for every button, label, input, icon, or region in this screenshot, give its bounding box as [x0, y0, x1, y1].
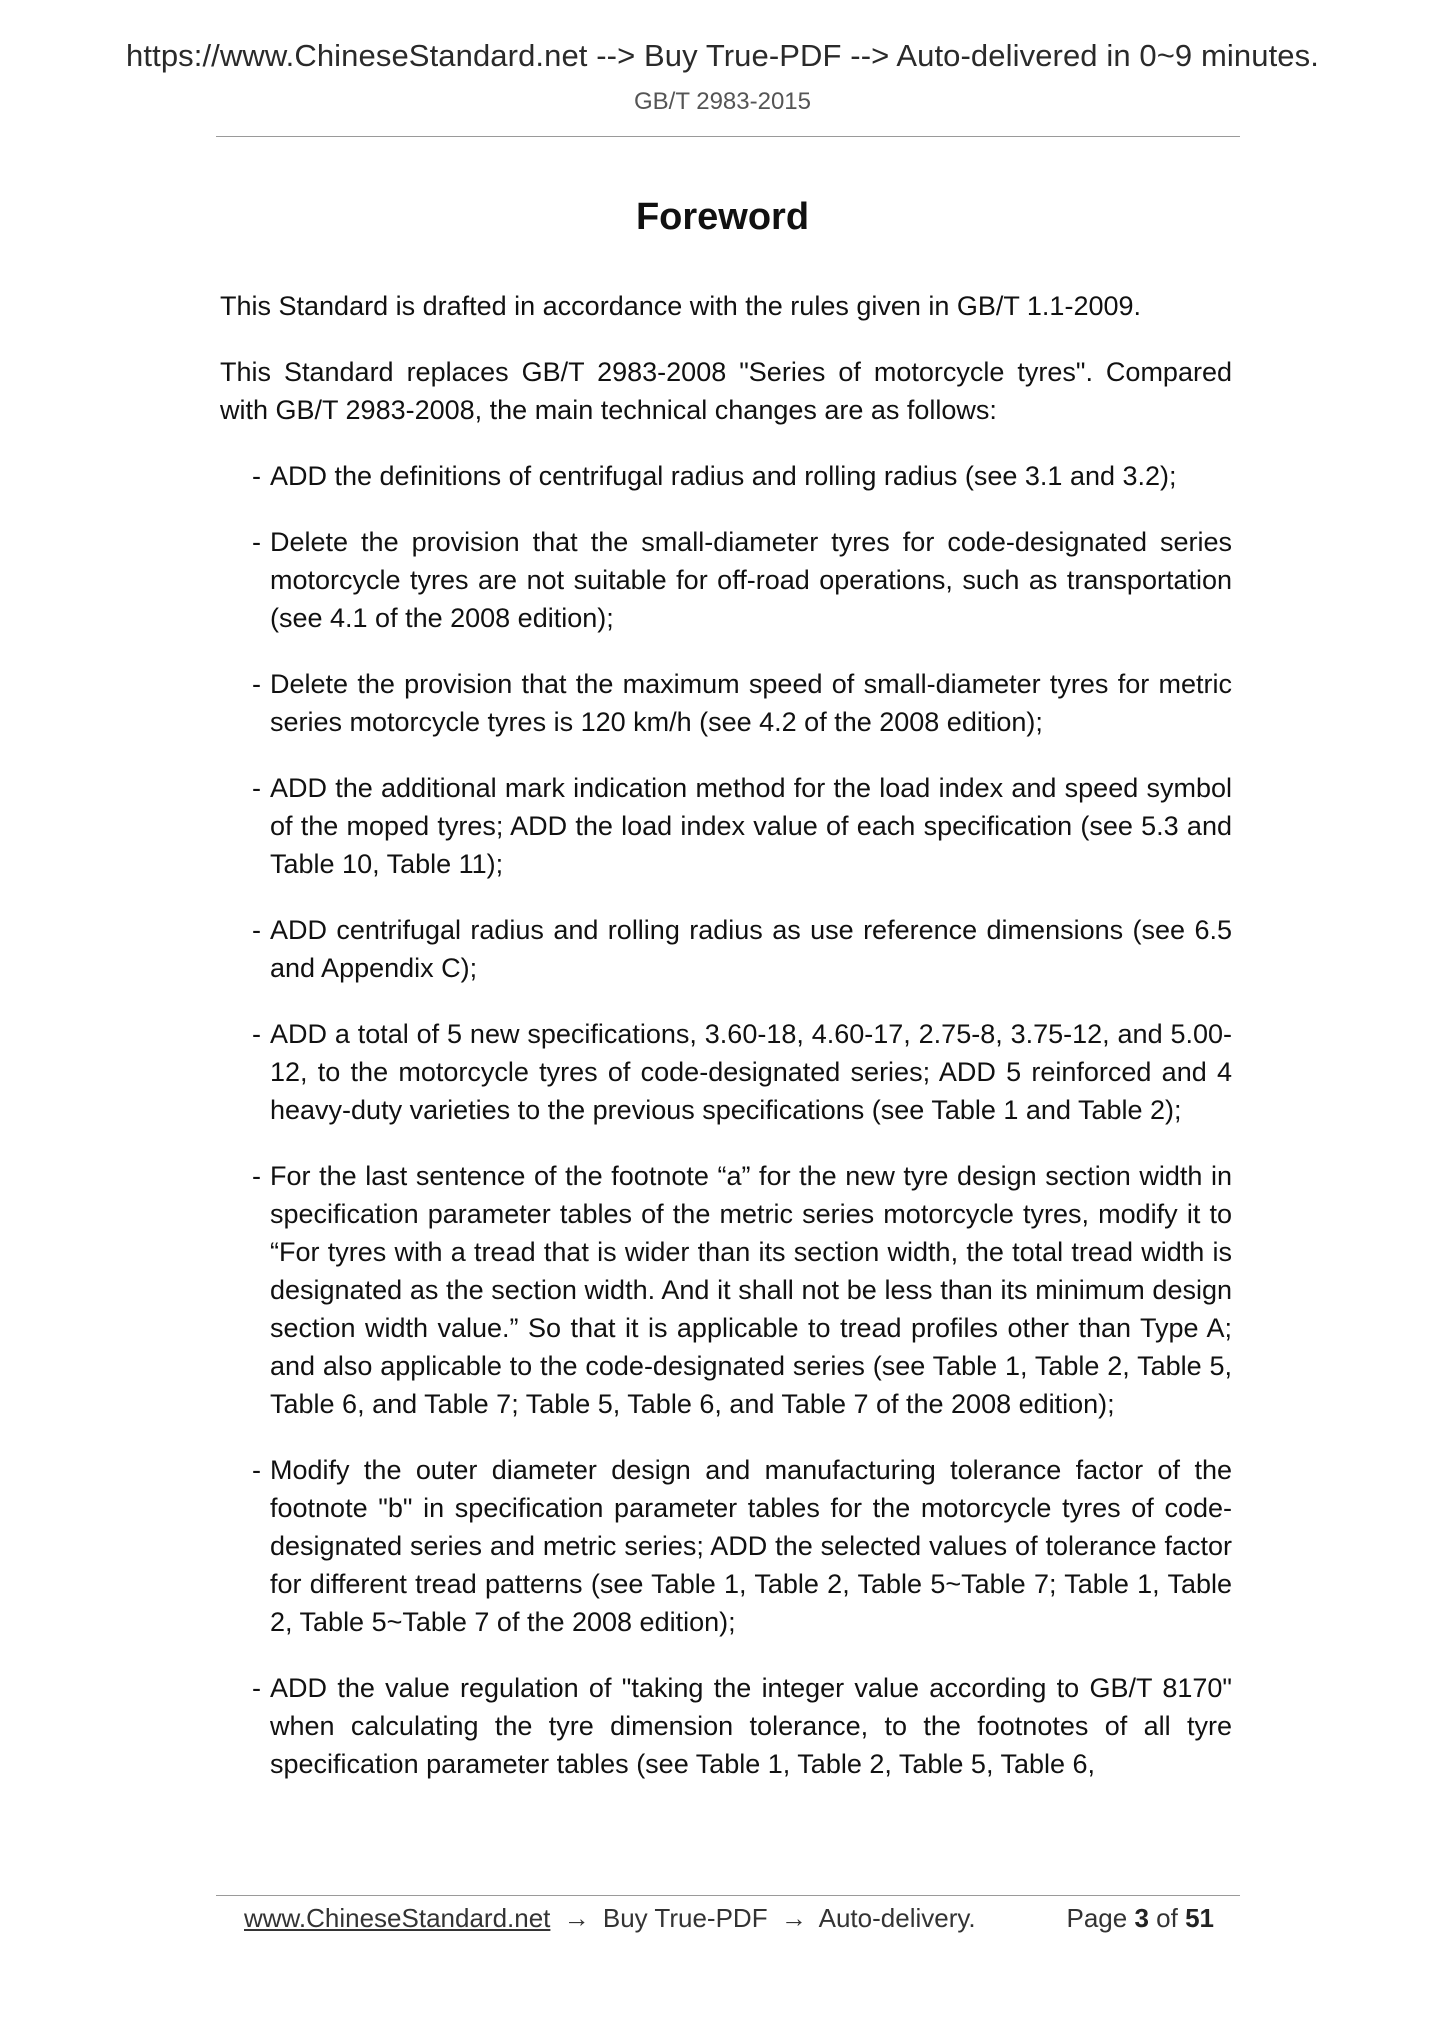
- change-text: Modify the outer diameter design and manufacturing tolerance factor of the footnote "b" in specification parameter tables for the motorcycle tyres of code-designated series and metric series; ADD the selected values of tolerance factor for different tread patterns (see Table 1, Table 2, Table 5~Table 7; Table 1, Table 2, Table 5~Table 7 of the 2008 edition);: [270, 1455, 1232, 1637]
- page-number: [1066, 1898, 1214, 1938]
- dash-bullet: -: [252, 1161, 261, 1191]
- change-item: [252, 457, 1232, 495]
- page-footer: [244, 1898, 1214, 1938]
- page-title: Foreword: [635, 196, 810, 238]
- page-total: 51: [1185, 1903, 1214, 1933]
- header-divider: [216, 136, 1240, 137]
- change-text: ADD centrifugal radius and rolling radius as use reference dimensions (see 6.5 and Appendix C);: [270, 915, 1232, 983]
- change-text: ADD a total of 5 new specifications, 3.60-18, 4.60-17, 2.75-8, 3.75-12, and 5.00-12, to the motorcycle tyres of code-designated series; ADD 5 reinforced and 4 heavy-duty varieties to the previous specifications (see Table 1 and Table 2);: [270, 1019, 1232, 1125]
- change-text: Delete the provision that the maximum speed of small-diameter tyres for metric series motorcycle tyres is 120 km/h (see 4.2 of the 2008 edition);: [270, 669, 1232, 737]
- replacement-statement: This Standard replaces GB/T 2983-2008 "Series of motorcycle tyres". Compared with GB/T 2983-2008, the main technical changes are as follows:: [220, 357, 1232, 425]
- dash-bullet: -: [252, 527, 261, 557]
- dash-bullet: -: [252, 1673, 261, 1703]
- change-text: ADD the value regulation of "taking the integer value according to GB/T 8170" when calculating the tyre dimension tolerance, to the footnotes of all tyre specification parameter tables (see Table 1, Table 2, Table 5, Table 6,: [270, 1673, 1232, 1779]
- page-current: 3: [1134, 1903, 1149, 1933]
- dash-bullet: -: [252, 1455, 261, 1485]
- footer-buy-text: Buy True-PDF: [602, 1903, 768, 1933]
- change-item: [252, 665, 1232, 741]
- change-text: ADD the definitions of centrifugal radius and rolling radius (see 3.1 and 3.2);: [270, 461, 1177, 491]
- source-banner: https://www.ChineseStandard.net --> Buy True-PDF --> Auto-delivered in 0~9 minutes.: [126, 38, 1319, 73]
- change-item: [252, 523, 1232, 637]
- change-text: ADD the additional mark indication method for the load index and speed symbol of the moped tyres; ADD the load index value of each specification (see 5.3 and Table 10, Table 11);: [270, 773, 1232, 879]
- dash-bullet: -: [252, 773, 261, 803]
- dash-bullet: -: [252, 669, 261, 699]
- standard-code: GB/T 2983-2015: [633, 88, 811, 115]
- arrow-right-icon: →: [563, 1903, 590, 1933]
- dash-bullet: -: [252, 461, 261, 491]
- changes-list: [220, 457, 1232, 1783]
- change-text: For the last sentence of the footnote “a” for the new tyre design section width in specification parameter tables of the metric series motorcycle tyres, modify it to “For tyres with a tread that is wider than its section width, the total tread width is designated as the section width. And it shall not be less than its minimum design section width value.” So that it is applicable to tread profiles other than Type A; and also applicable to the code-designated series (see Table 1, Table 2, Table 5, Table 6, and Table 7; Table 5, Table 6, and Table 7 of the 2008 edition);: [270, 1161, 1232, 1419]
- footer-site-link[interactable]: www.ChineseStandard.net: [244, 1903, 551, 1933]
- dash-bullet: -: [252, 915, 261, 945]
- dash-bullet: -: [252, 1019, 261, 1049]
- change-text: Delete the provision that the small-diameter tyres for code-designated series motorcycle tyres are not suitable for off-road operations, such as transportation (see 4.1 of the 2008 edition);: [270, 527, 1232, 633]
- arrow-right-icon: →: [780, 1903, 807, 1933]
- change-item: [252, 1451, 1232, 1641]
- page-word: Page: [1066, 1903, 1128, 1933]
- change-item: [252, 1157, 1232, 1423]
- drafting-statement: This Standard is drafted in accordance with the rules given in GB/T 1.1-2009.: [220, 291, 1142, 321]
- change-item: [252, 1015, 1232, 1129]
- foreword-body: [220, 287, 1232, 1811]
- footer-divider: [216, 1895, 1240, 1896]
- page-of: of: [1156, 1903, 1178, 1933]
- footer-delivery-text: Auto-delivery.: [818, 1903, 976, 1933]
- change-item: [252, 769, 1232, 883]
- change-item: [252, 911, 1232, 987]
- change-item: [252, 1669, 1232, 1783]
